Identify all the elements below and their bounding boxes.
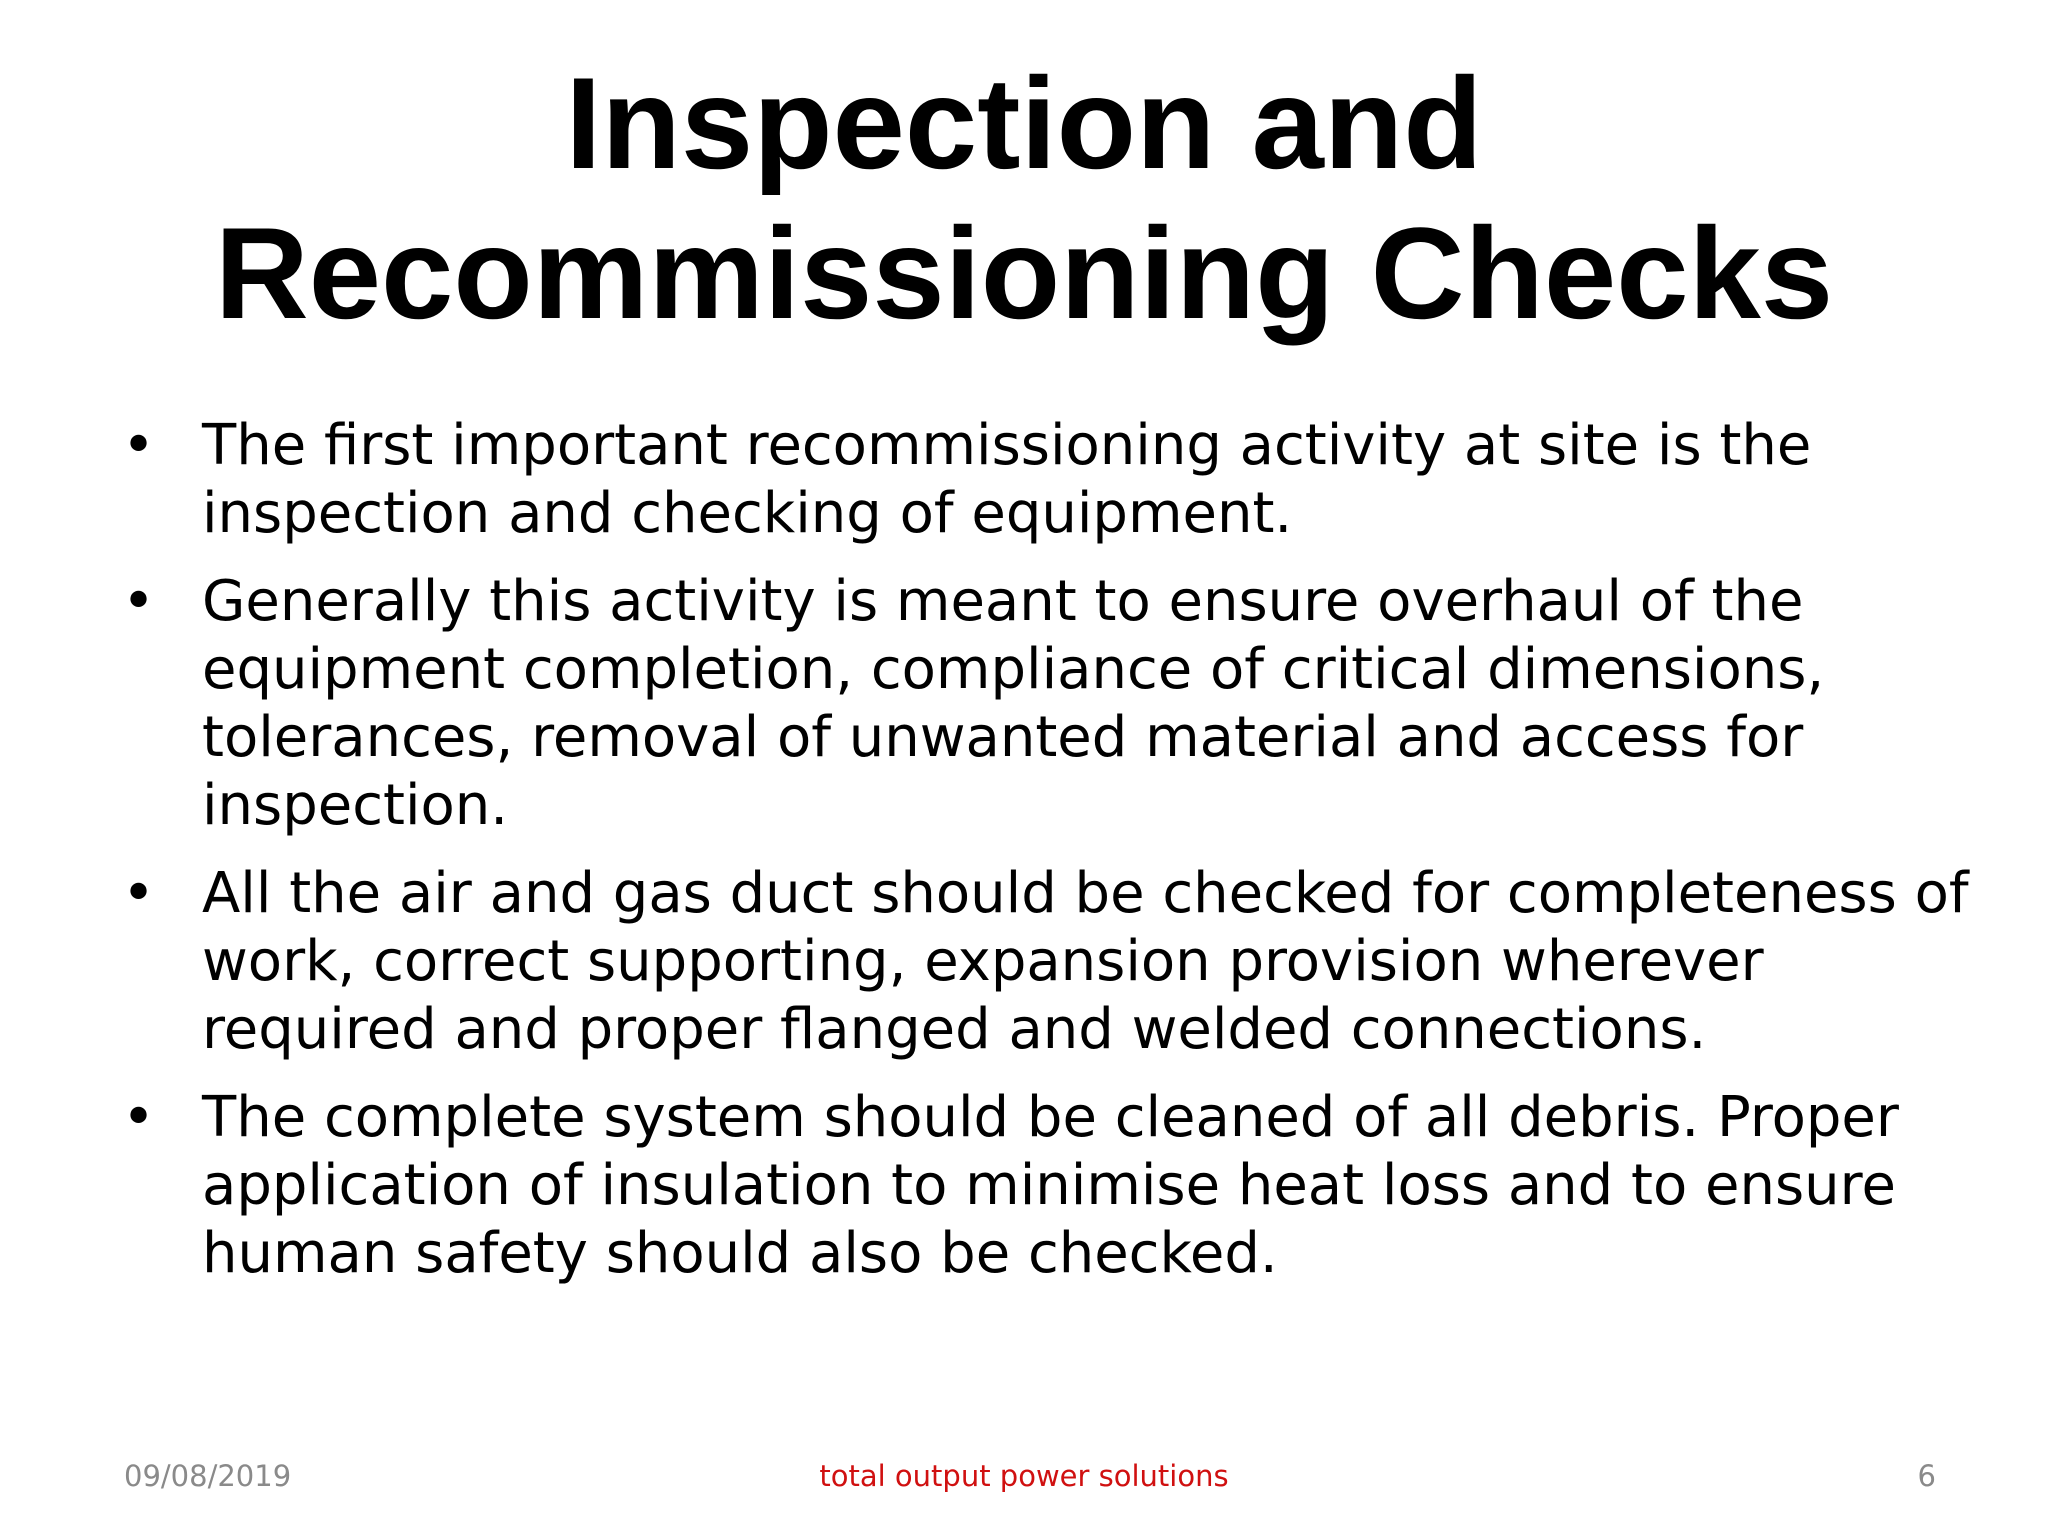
bullet-list [118,412,1978,1308]
footer-date: 09/08/2019 [124,1459,292,1493]
bullet-dot-icon: • [122,413,156,478]
bullet-dot-icon: • [122,569,156,634]
bullet-dot-icon: • [122,1085,156,1150]
slide-title [140,48,1908,348]
bullet-item-1 [118,412,1978,548]
bullet-dot-icon: • [122,861,156,926]
slide-title-line-1: Inspection and [565,50,1483,196]
bullet-item-2 [118,568,1978,840]
bullet-text: All the air and gas duct should be checked for completeness of work, correct supporting, expansion provision wherever required and proper flanged and welded connections. [202,861,1969,1062]
bullet-text: Generally this activity is meant to ensure overhaul of the equipment completion, compliance of critical dimensions, tolerances, removal of unwanted material and access for inspection. [202,569,1825,838]
bullet-text: The first important recommissioning activity at site is the inspection and checking of equipment. [202,413,1812,546]
bullet-item-3 [118,860,1978,1064]
bullet-item-4 [118,1084,1978,1288]
footer-organization: total output power solutions [819,1459,1229,1493]
bullet-text: The complete system should be cleaned of all debris. Proper application of insulation to minimise heat loss and to ensure human safety should also be checked. [202,1085,1899,1286]
slide-title-line-2: Recommissioning Checks [214,200,1834,346]
footer-page-number: 6 [1917,1459,1936,1493]
